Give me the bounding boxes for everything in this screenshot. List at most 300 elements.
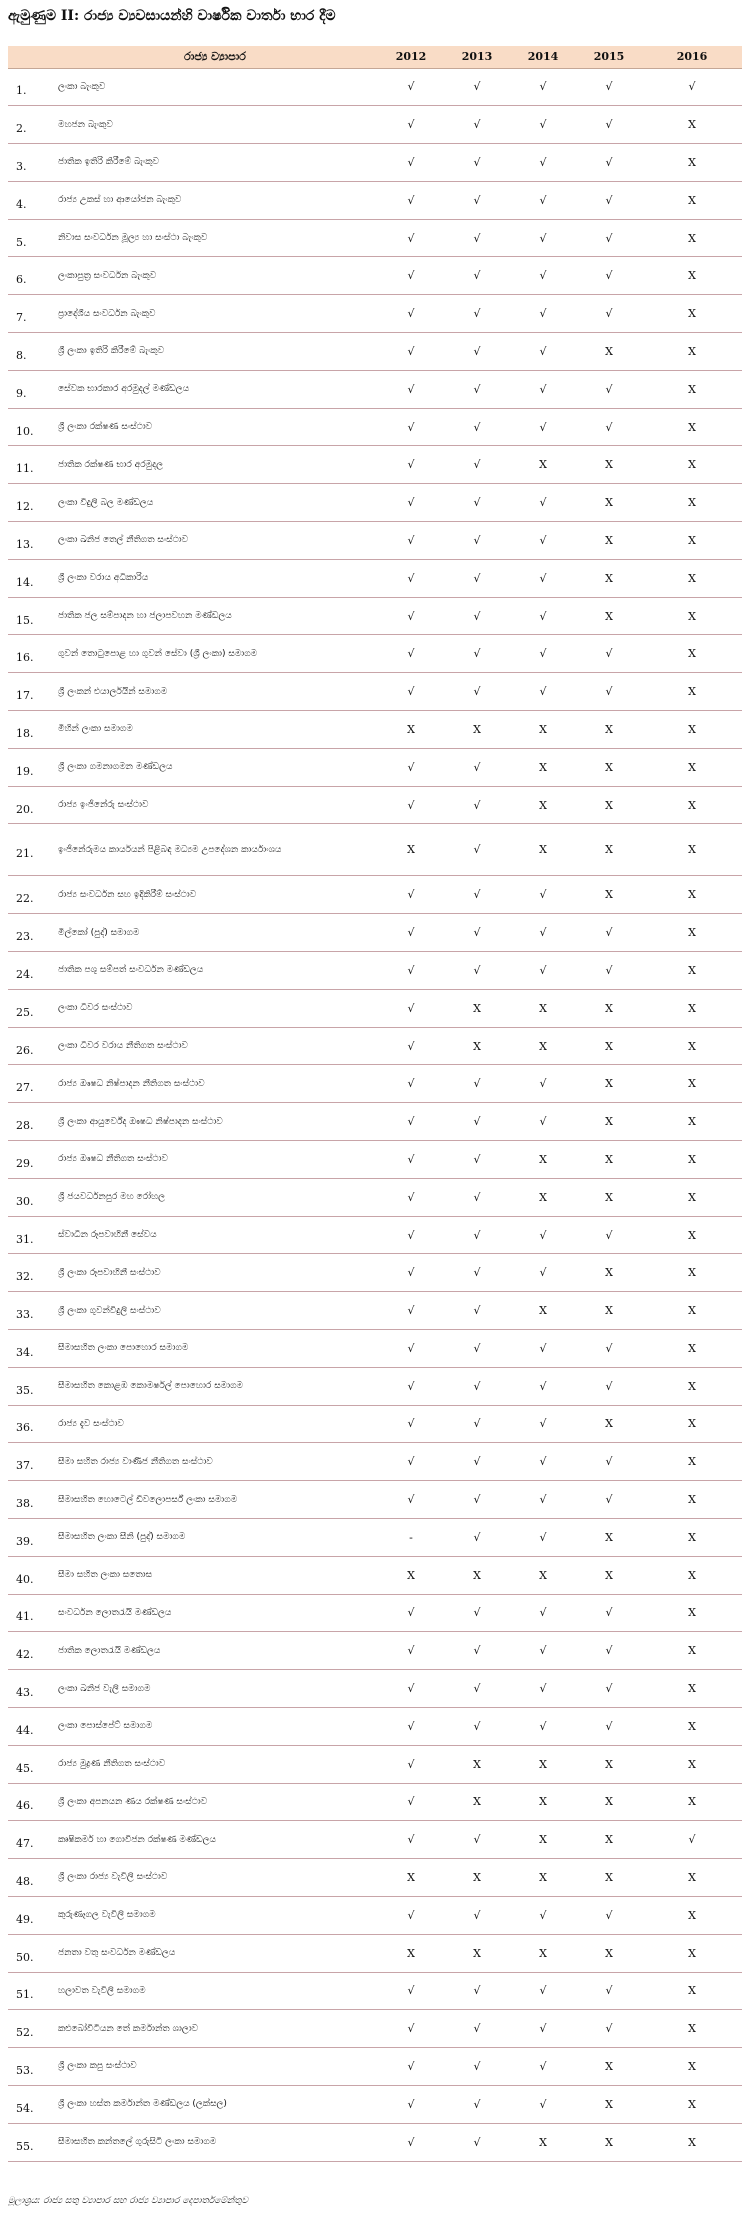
status-mark-2015: √ (605, 382, 613, 396)
status-mark-2016: X (688, 1039, 696, 1053)
enterprise-name: ජාතික ඉතිරි කිරීමේ බැංකුව (58, 157, 159, 168)
status-mark-2012: √ (407, 1417, 415, 1431)
status-mark-2015: X (605, 1757, 613, 1771)
enterprise-name: ගුවන් තොටුපොළ හා ගුවන් සේවා (ශ්‍රී ලංකා) සමාගම (58, 648, 258, 659)
row-number: 32. (16, 1270, 34, 1284)
status-mark-2014: √ (539, 1908, 547, 1922)
status-mark-2015: X (605, 571, 613, 585)
status-mark-2016: X (688, 496, 696, 510)
status-mark-2014: X (539, 1946, 547, 1960)
status-mark-2014: X (539, 843, 547, 857)
status-mark-2015: √ (605, 1606, 613, 1620)
status-mark-2014: √ (539, 1115, 547, 1129)
status-mark-2015: X (605, 458, 613, 472)
status-mark-2012: √ (407, 1077, 415, 1091)
status-mark-2012: √ (407, 1644, 415, 1658)
status-mark-2013: √ (473, 685, 481, 699)
status-mark-2013: √ (473, 798, 481, 812)
enterprise-name: ශ්‍රී ලංකා රූපවාහිනී සංස්ථාව (58, 1267, 161, 1278)
status-mark-2015: √ (605, 685, 613, 699)
enterprise-name: සීමාසහිත කොළඹ කොමර්ෂල් පොහොර සමාගම (58, 1381, 244, 1392)
enterprise-name: ශ්‍රී ලංකා අපනයන ණය රක්ෂණ සංස්ථාව (58, 1796, 208, 1807)
status-mark-2016: X (688, 963, 696, 977)
row-number: 41. (16, 1610, 34, 1624)
status-mark-2014: √ (539, 1984, 547, 1998)
row-number: 10. (16, 424, 34, 438)
status-mark-2012: √ (407, 458, 415, 472)
row-number: 17. (16, 689, 34, 703)
row-number: 42. (16, 1648, 34, 1662)
row-number: 39. (16, 1534, 34, 1548)
row-number: 53. (16, 2064, 34, 2078)
row-number: 35. (16, 1383, 34, 1397)
status-mark-2012: X (407, 843, 415, 857)
status-mark-2016: X (688, 344, 696, 358)
enterprise-name: ප්‍රාදේශීය සංවර්ධන බැංකුව (58, 308, 156, 319)
status-mark-2016: X (688, 1946, 696, 1960)
status-mark-2012: √ (407, 80, 415, 94)
table-row (8, 68, 742, 106)
status-mark-2015: X (605, 1001, 613, 1015)
row-number: 50. (16, 1950, 34, 1964)
enterprise-name: සංවර්ධන ලොතරැයි මණ්ඩලය (58, 1607, 172, 1618)
status-mark-2014: √ (539, 609, 547, 623)
table-row (8, 914, 742, 952)
status-mark-2014: √ (539, 2060, 547, 2074)
status-mark-2015: X (605, 843, 613, 857)
enterprise-name: රාජ්‍ය මුද්‍රණ නීතිගත සංස්ථාව (58, 1759, 166, 1770)
status-mark-2013: √ (473, 926, 481, 940)
status-mark-2012: √ (407, 1719, 415, 1733)
enterprise-name: ජාතික ජල සම්පාදන හා ජලාපවහන මණ්ඩලය (58, 610, 232, 621)
table-row (8, 1027, 742, 1065)
enterprise-name: සීමාසහිත හොටෙල් ඩිවලොපර්ස් ලංකා සමාගම (58, 1494, 238, 1505)
row-number: 21. (16, 847, 34, 861)
table-row (8, 522, 742, 560)
row-number: 20. (16, 802, 34, 816)
status-mark-2014: √ (539, 231, 547, 245)
status-mark-2016: X (688, 609, 696, 623)
table-row (8, 1141, 742, 1179)
status-mark-2015: X (605, 609, 613, 623)
status-mark-2012: √ (407, 269, 415, 283)
enterprise-name: සීමා සහිත ලංකා සතොස (58, 1570, 153, 1581)
enterprise-name: ශ්‍රී ලංකා ගුවන්විදුලි සංස්ථාව (58, 1305, 161, 1316)
enterprise-name: ඉංජිනේරුමය කාර්යයන් පිළිබඳ මධ්‍යම උපදේශන කාර්යාංශය (58, 844, 282, 855)
status-mark-2014: √ (539, 118, 547, 132)
status-mark-2013: √ (473, 1682, 481, 1696)
status-mark-2014: √ (539, 888, 547, 902)
table-body (8, 68, 742, 2161)
status-mark-2013: √ (473, 1228, 481, 1242)
row-number: 26. (16, 1043, 34, 1057)
status-mark-2016: √ (688, 80, 696, 94)
status-mark-2012: - (409, 1530, 413, 1544)
row-number: 11. (16, 462, 34, 476)
status-mark-2014: √ (539, 344, 547, 358)
enterprise-name: ශ්‍රී ලංකා කපු සංස්ථාව (58, 2061, 137, 2072)
table-row (8, 408, 742, 446)
status-mark-2013: √ (473, 80, 481, 94)
status-mark-2012: √ (407, 420, 415, 434)
table-row (8, 1443, 742, 1481)
table-row (8, 824, 742, 876)
table-row (8, 106, 742, 144)
table-row (8, 1292, 742, 1330)
status-mark-2014: X (539, 722, 547, 736)
table-row (8, 1783, 742, 1821)
row-number: 7. (16, 311, 27, 325)
status-mark-2014: √ (539, 1455, 547, 1469)
row-number: 3. (16, 159, 27, 173)
status-mark-2013: X (473, 1757, 481, 1771)
enterprise-name: මිල්කෝ (පුද්) සමාගම (58, 927, 140, 938)
status-mark-2016: X (688, 1719, 696, 1733)
status-mark-2015: √ (605, 1379, 613, 1393)
status-mark-2013: √ (473, 118, 481, 132)
status-mark-2016: X (688, 888, 696, 902)
status-mark-2013: X (473, 1946, 481, 1960)
status-mark-2016: X (688, 2135, 696, 2149)
row-number: 14. (16, 575, 34, 589)
enterprise-name: ශ්‍රී ලංකා ආයුර්වේද ඖෂධ නිෂ්පාදන සංස්ථාව (58, 1116, 223, 1127)
table-row (8, 952, 742, 990)
status-mark-2016: X (688, 1304, 696, 1318)
status-mark-2013: √ (473, 496, 481, 510)
status-mark-2012: X (407, 1946, 415, 1960)
status-mark-2016: X (688, 1190, 696, 1204)
row-number: 34. (16, 1345, 34, 1359)
table-row (8, 1859, 742, 1897)
enterprise-name: ලංකා ඛනිජ තෙල් නීතිගත සංස්ථාව (58, 535, 189, 546)
status-mark-2015: X (605, 1039, 613, 1053)
status-mark-2016: X (688, 1871, 696, 1885)
table-row (8, 1367, 742, 1405)
table-row (8, 1254, 742, 1292)
table-row (8, 711, 742, 749)
table-row (8, 2048, 742, 2086)
status-mark-2012: √ (407, 344, 415, 358)
status-mark-2016: X (688, 2022, 696, 2036)
status-mark-2016: X (688, 193, 696, 207)
table-row (8, 1632, 742, 1670)
status-mark-2014: √ (539, 1077, 547, 1091)
status-mark-2016: X (688, 1908, 696, 1922)
status-mark-2013: √ (473, 609, 481, 623)
table-row (8, 257, 742, 295)
status-mark-2012: √ (407, 963, 415, 977)
enterprise-name: ශ්‍රී ලංකා ඉතිරි කිරීමේ බැංකුව (58, 346, 165, 357)
status-mark-2012: √ (407, 926, 415, 940)
table-row (8, 597, 742, 635)
row-number: 45. (16, 1761, 34, 1775)
table-row (8, 876, 742, 914)
row-number: 27. (16, 1081, 34, 1095)
status-mark-2013: √ (473, 344, 481, 358)
status-mark-2015: X (605, 496, 613, 510)
status-mark-2013: √ (473, 458, 481, 472)
status-mark-2016: X (688, 843, 696, 857)
row-number: 18. (16, 726, 34, 740)
status-mark-2013: √ (473, 307, 481, 321)
annual-reports-table (8, 46, 742, 2162)
enterprise-name: රාජ්‍ය ඖෂධ නිෂ්පාදන නීතිගත සංස්ථාව (58, 1078, 205, 1089)
table-row (8, 446, 742, 484)
status-mark-2012: √ (407, 2022, 415, 2036)
status-mark-2015: √ (605, 1719, 613, 1733)
status-mark-2013: √ (473, 760, 481, 774)
status-mark-2014: √ (539, 193, 547, 207)
status-mark-2012: √ (407, 1115, 415, 1129)
enterprise-name: සීමාසහිත ලංකා සීනි (පුද්) සමාගම (58, 1532, 186, 1543)
table-row (8, 2010, 742, 2048)
status-mark-2015: √ (605, 269, 613, 283)
status-mark-2013: √ (473, 155, 481, 169)
status-mark-2014: X (539, 1795, 547, 1809)
page-title: ඇමුණුම II: රාජ්‍ය ව්‍යවසායන්හි වාර්ෂික වාර්තා භාර දීම (8, 8, 336, 24)
header-year: 2015 (576, 46, 642, 68)
status-mark-2016: X (688, 1115, 696, 1129)
table-row (8, 635, 742, 673)
status-mark-2015: X (605, 1304, 613, 1318)
status-mark-2014: √ (539, 1228, 547, 1242)
status-mark-2016: X (688, 1228, 696, 1242)
enterprise-name: රාජ්‍ය දැව සංස්ථාව (58, 1418, 124, 1429)
status-mark-2014: √ (539, 2097, 547, 2111)
table-row (8, 2085, 742, 2123)
status-mark-2013: √ (473, 2097, 481, 2111)
status-mark-2015: √ (605, 307, 613, 321)
status-mark-2014: √ (539, 1644, 547, 1658)
status-mark-2012: √ (407, 1455, 415, 1469)
status-mark-2016: X (688, 571, 696, 585)
enterprise-name: ලංකා ධීවර වරාය නීතිගත සංස්ථාව (58, 1040, 188, 1051)
status-mark-2016: X (688, 231, 696, 245)
status-mark-2013: X (473, 1795, 481, 1809)
row-number: 54. (16, 2101, 34, 2115)
status-mark-2016: X (688, 420, 696, 434)
table-row (8, 219, 742, 257)
status-mark-2015: √ (605, 1908, 613, 1922)
enterprise-name: හලාවත වැවිලි සමාගම (58, 1985, 146, 1996)
status-mark-2012: √ (407, 118, 415, 132)
status-mark-2014: √ (539, 307, 547, 321)
table-row (8, 1518, 742, 1556)
status-mark-2016: X (688, 1682, 696, 1696)
status-mark-2014: √ (539, 1682, 547, 1696)
status-mark-2016: X (688, 533, 696, 547)
status-mark-2014: X (539, 1039, 547, 1053)
status-mark-2016: X (688, 118, 696, 132)
row-number: 24. (16, 967, 34, 981)
status-mark-2015: √ (605, 80, 613, 94)
row-number: 31. (16, 1232, 34, 1246)
status-mark-2015: √ (605, 2022, 613, 2036)
status-mark-2014: √ (539, 963, 547, 977)
row-number: 5. (16, 235, 27, 249)
status-mark-2015: X (605, 1115, 613, 1129)
enterprise-name: සීමාසහිත කන්තලේ ගුරුසිටි ලංකා සමාගම (58, 2137, 217, 2148)
row-number: 25. (16, 1005, 34, 1019)
table-row (8, 673, 742, 711)
status-mark-2013: X (473, 1568, 481, 1582)
status-mark-2012: √ (407, 1190, 415, 1204)
table-row (8, 2123, 742, 2161)
table-row (8, 559, 742, 597)
status-mark-2014: √ (539, 1379, 547, 1393)
status-mark-2014: √ (539, 1493, 547, 1507)
status-mark-2014: √ (539, 155, 547, 169)
enterprise-name: ජනතා වතු සංවර්ධන මණ්ඩලය (58, 1948, 176, 1959)
status-mark-2016: X (688, 760, 696, 774)
status-mark-2014: X (539, 458, 547, 472)
status-mark-2015: X (605, 344, 613, 358)
row-number: 49. (16, 1912, 34, 1926)
table-row (8, 1103, 742, 1141)
status-mark-2014: √ (539, 420, 547, 434)
status-mark-2015: √ (605, 926, 613, 940)
status-mark-2014: √ (539, 926, 547, 940)
status-mark-2012: √ (407, 1228, 415, 1242)
row-number: 12. (16, 500, 34, 514)
enterprise-name: සීමා සහිත රාජ්‍ය වාණිජ නීතිගත සංස්ථාව (58, 1456, 213, 1467)
enterprise-name: ලංකා ඛනිජ වැලි සමාගම (58, 1683, 151, 1694)
table-row (8, 333, 742, 371)
source-note: මූලාශ්‍රය: රාජ්‍ය සතු ව්‍යාපාර සහ රාජ්‍ය ව්‍යාපාර දෙපාර්තමේන්තුව (8, 2196, 248, 2206)
status-mark-2013: √ (473, 1455, 481, 1469)
status-mark-2016: X (688, 1530, 696, 1544)
status-mark-2015: √ (605, 1493, 613, 1507)
enterprise-name: ශ්‍රී ලංකා හස්ත කර්මාන්ත මණ්ඩලය (ලක්සල) (58, 2099, 227, 2110)
status-mark-2013: X (473, 1039, 481, 1053)
row-number: 52. (16, 2026, 34, 2040)
status-mark-2014: √ (539, 2022, 547, 2036)
status-mark-2015: √ (605, 1455, 613, 1469)
status-mark-2012: √ (407, 888, 415, 902)
enterprise-name: ලංකා විදුලි බල මණ්ඩලය (58, 497, 154, 508)
status-mark-2014: √ (539, 1606, 547, 1620)
status-mark-2013: √ (473, 193, 481, 207)
status-mark-2015: √ (605, 963, 613, 977)
enterprise-name: කෘෂිකර්ම හා ගොවිජන රක්ෂණ මණ්ඩලය (58, 1834, 216, 1845)
status-mark-2016: X (688, 685, 696, 699)
status-mark-2016: X (688, 1417, 696, 1431)
status-mark-2016: X (688, 798, 696, 812)
table-row (8, 1556, 742, 1594)
status-mark-2013: √ (473, 2060, 481, 2074)
status-mark-2015: X (605, 722, 613, 736)
enterprise-name: ලංකා බැංකුව (58, 81, 106, 92)
table-row (8, 1707, 742, 1745)
enterprise-name: ශ්‍රී ලංකන් එයාර්ලයින් සමාගම (58, 686, 168, 697)
row-number: 37. (16, 1459, 34, 1473)
enterprise-name: නිවාස සංවර්ධන මූල්‍ය හා සංස්ථා බැංකුව (58, 233, 208, 244)
status-mark-2015: X (605, 888, 613, 902)
status-mark-2014: X (539, 1833, 547, 1847)
status-mark-2015: √ (605, 1644, 613, 1658)
status-mark-2016: X (688, 1568, 696, 1582)
enterprise-name: ශ්‍රී ලංකා වරාය අධිකාරිය (58, 573, 149, 584)
status-mark-2016: X (688, 2060, 696, 2074)
table-row (8, 1745, 742, 1783)
row-number: 9. (16, 386, 27, 400)
status-mark-2014: √ (539, 533, 547, 547)
row-number: 19. (16, 764, 34, 778)
status-mark-2013: √ (473, 533, 481, 547)
status-mark-2015: X (605, 1152, 613, 1166)
table-row (8, 1594, 742, 1632)
status-mark-2012: √ (407, 382, 415, 396)
row-number: 30. (16, 1194, 34, 1208)
row-number: 8. (16, 348, 27, 362)
status-mark-2013: √ (473, 1152, 481, 1166)
enterprise-name: ජාතික පශු සම්පත් සංවර්ධන මණ්ඩලය (58, 965, 204, 976)
status-mark-2016: X (688, 722, 696, 736)
status-mark-2016: X (688, 1984, 696, 1998)
enterprise-name: ලංකාපුත්‍ර සංවර්ධන බැංකුව (58, 270, 157, 281)
row-number: 29. (16, 1156, 34, 1170)
status-mark-2012: √ (407, 1341, 415, 1355)
status-mark-2012: √ (407, 1001, 415, 1015)
status-mark-2014: X (539, 1152, 547, 1166)
status-mark-2012: √ (407, 1304, 415, 1318)
status-mark-2016: X (688, 2097, 696, 2111)
status-mark-2012: √ (407, 307, 415, 321)
status-mark-2013: X (473, 722, 481, 736)
status-mark-2014: √ (539, 571, 547, 585)
enterprise-name: කළුබෝවිටියන තේ කර්මාන්ත ශාලාව (58, 2023, 199, 2034)
status-mark-2012: √ (407, 496, 415, 510)
status-mark-2012: X (407, 1871, 415, 1885)
status-mark-2014: X (539, 1001, 547, 1015)
status-mark-2015: √ (605, 1228, 613, 1242)
table-row (8, 1405, 742, 1443)
status-mark-2012: √ (407, 1152, 415, 1166)
status-mark-2014: √ (539, 685, 547, 699)
status-mark-2012: √ (407, 647, 415, 661)
enterprise-name: ලංකා පොස්පේට් සමාගම (58, 1721, 153, 1732)
table-row (8, 1670, 742, 1708)
table-row (8, 1178, 742, 1216)
status-mark-2016: X (688, 1644, 696, 1658)
status-mark-2014: √ (539, 269, 547, 283)
header-year: 2013 (444, 46, 510, 68)
status-mark-2014: X (539, 798, 547, 812)
status-mark-2015: X (605, 2097, 613, 2111)
status-mark-2015: √ (605, 1984, 613, 1998)
status-mark-2013: √ (473, 1115, 481, 1129)
table-row (8, 1934, 742, 1972)
status-mark-2015: √ (605, 155, 613, 169)
table-row (8, 295, 742, 333)
status-mark-2012: √ (407, 2135, 415, 2149)
row-number: 6. (16, 273, 27, 287)
status-mark-2012: √ (407, 1379, 415, 1393)
header-number (8, 46, 52, 68)
status-mark-2013: √ (473, 647, 481, 661)
status-mark-2016: X (688, 458, 696, 472)
status-mark-2014: √ (539, 80, 547, 94)
status-mark-2015: X (605, 798, 613, 812)
status-mark-2013: √ (473, 1644, 481, 1658)
status-mark-2015: X (605, 1568, 613, 1582)
status-mark-2012: √ (407, 155, 415, 169)
status-mark-2012: √ (407, 1984, 415, 1998)
table-header-row (8, 46, 742, 68)
status-mark-2013: √ (473, 1077, 481, 1091)
status-mark-2012: √ (407, 2060, 415, 2074)
row-number: 43. (16, 1686, 34, 1700)
